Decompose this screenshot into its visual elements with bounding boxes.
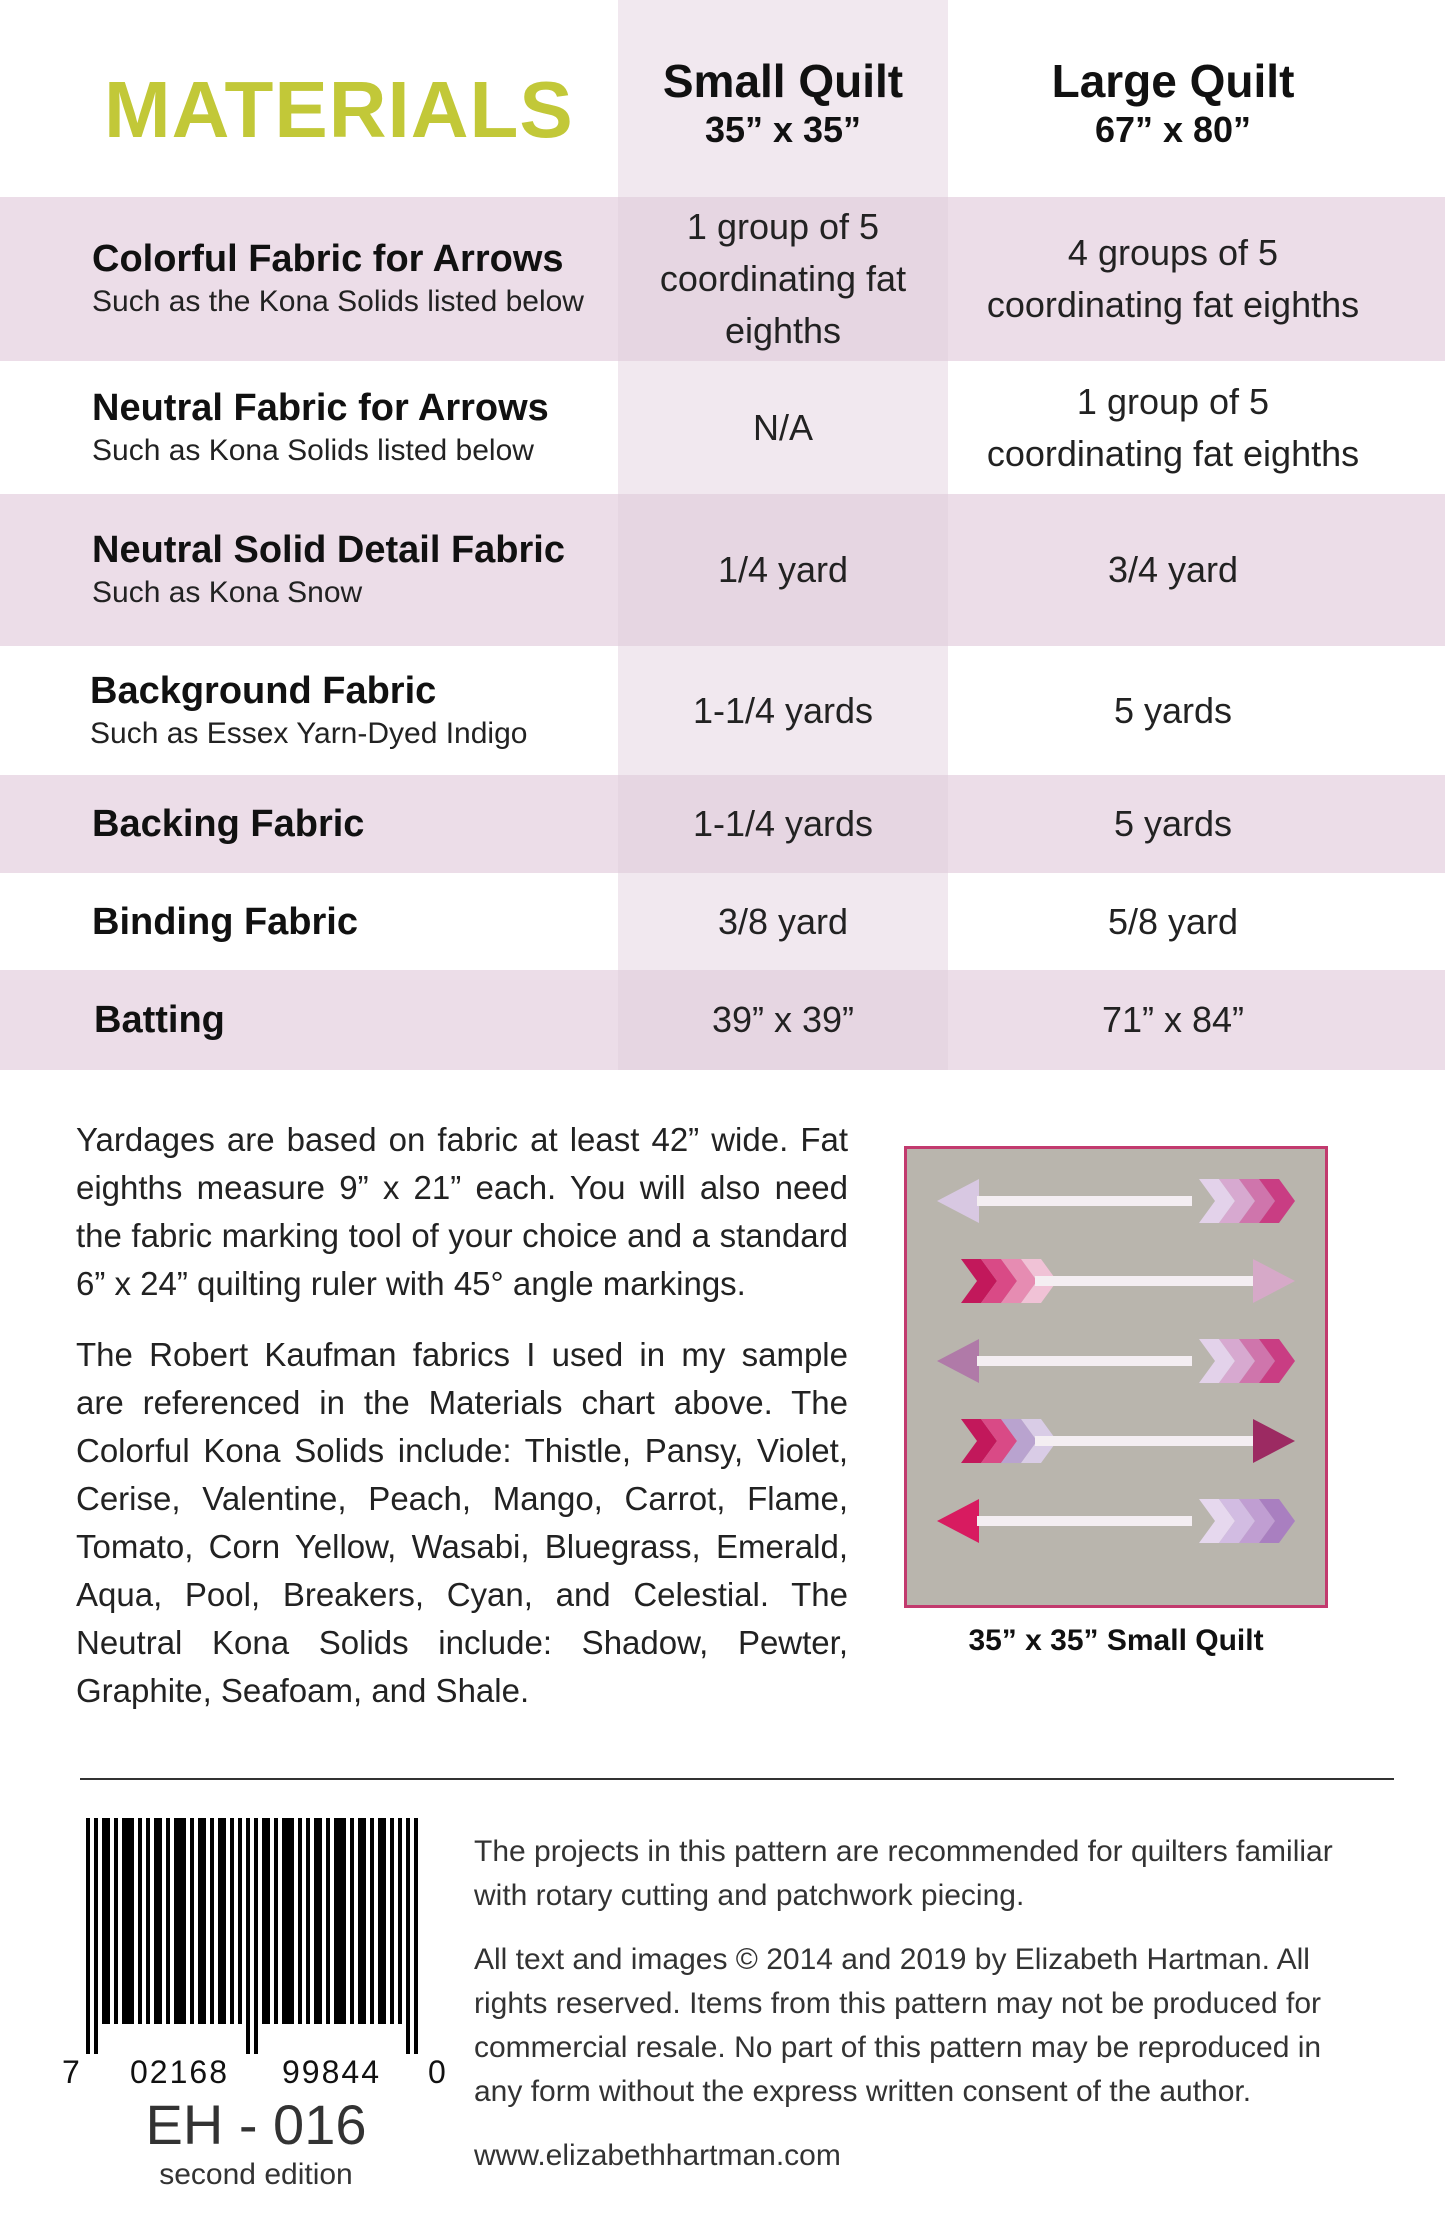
small-quilt-size: 35” x 35” bbox=[704, 109, 862, 150]
arrow-2 bbox=[961, 1259, 1295, 1303]
edition-label: second edition bbox=[159, 2158, 353, 2191]
materials-table bbox=[0, 0, 1445, 1070]
amount-line: 1-1/4 yards bbox=[692, 803, 874, 844]
material-cell bbox=[92, 361, 549, 494]
amount-line: 39” x 39” bbox=[711, 999, 855, 1040]
table-row bbox=[0, 873, 1445, 970]
amount-line: 1 group of 5 bbox=[1076, 380, 1270, 422]
fabric-list-note: The Robert Kaufman fabrics I used in my sample are referenced in the Materials chart above. The Colorful Kona Solids include: Thistle, Pansy, Violet, Cerise, Valentine, Peach, Mango, Carrot, Flame, Tomato, Corn Yellow, Wasabi, Bluegrass, Emerald, Aqua, Pool, Breakers, Cyan, and Celestial. The Neutral Kona Solids include: Shadow, Pewter, Graphite, Seafoam, and Shale. bbox=[76, 1336, 848, 1709]
small-quilt-label: Small Quilt bbox=[662, 55, 904, 107]
material-cell bbox=[92, 494, 565, 646]
amount-line: coordinating fat eighths bbox=[986, 284, 1360, 325]
skill-note: The projects in this pattern are recommended for quilters familiar with rotary cutting and patchwork piecing. bbox=[474, 1835, 1333, 1912]
copyright-notice: All text and images © 2014 and 2019 by Elizabeth Hartman. All rights reserved. Items from this pattern may not be produced for commercial resale. No part of this pattern may be reproduced in any form without the express written consent of the author. bbox=[474, 1943, 1322, 2108]
amount-line: 71” x 84” bbox=[1101, 999, 1245, 1040]
large-quilt-size: 67” x 80” bbox=[1094, 109, 1252, 150]
amount-line: 5 yards bbox=[1113, 689, 1233, 731]
table-row bbox=[0, 646, 1445, 775]
amount-line: coordinating fat eighths bbox=[986, 432, 1360, 474]
arrow-5 bbox=[937, 1499, 1295, 1543]
amount-line: 4 groups of 5 bbox=[1067, 232, 1279, 273]
arrow-1 bbox=[937, 1179, 1295, 1223]
large-quilt-label: Large Quilt bbox=[1051, 55, 1295, 107]
arrow-3 bbox=[937, 1339, 1295, 1383]
amount-line: 1-1/4 yards bbox=[692, 689, 874, 731]
material-cell bbox=[94, 970, 225, 1070]
small-quilt-amount bbox=[618, 775, 948, 873]
small-quilt-amount bbox=[618, 970, 948, 1070]
small-quilt-amount bbox=[618, 494, 948, 646]
small-quilt-image bbox=[904, 1146, 1328, 1608]
large-quilt-amount bbox=[948, 197, 1398, 361]
arrow-4 bbox=[961, 1419, 1295, 1463]
quilt-caption: 35” x 35” Small Quilt bbox=[968, 1624, 1264, 1657]
footer-divider bbox=[80, 1778, 1394, 1780]
material-note: Such as Essex Yarn-Dyed Indigo bbox=[90, 716, 528, 750]
material-name: Background Fabric bbox=[90, 669, 437, 712]
large-quilt-amount bbox=[948, 494, 1398, 646]
amount-line: N/A bbox=[752, 406, 813, 448]
material-name: Batting bbox=[94, 999, 225, 1041]
amount-line: 5/8 yard bbox=[1107, 900, 1239, 942]
amount-line: 1/4 yard bbox=[717, 549, 849, 590]
table-row bbox=[0, 197, 1445, 361]
barcode-digit-first: 7 bbox=[62, 2054, 80, 2090]
material-name: Neutral Solid Detail Fabric bbox=[92, 529, 565, 571]
material-cell bbox=[92, 873, 358, 970]
arrow-quilt-illustration bbox=[907, 1149, 1325, 1605]
amount-line: 1 group of 5 bbox=[686, 206, 880, 247]
yardage-note: Yardages are based on fabric at least 42” wide. Fat eighths measure 9” x 21” each. You will also need the fabric marking tool of your choice and a standard 6” x 24” quilting ruler with 45° angle markings. bbox=[76, 1121, 848, 1302]
page-title: MATERIALS bbox=[104, 65, 574, 154]
material-name: Backing Fabric bbox=[92, 803, 365, 845]
large-quilt-amount bbox=[948, 970, 1398, 1070]
material-note: Such as Kona Solids listed below bbox=[92, 433, 534, 467]
large-quilt-amount bbox=[948, 646, 1398, 775]
amount-line: 5 yards bbox=[1113, 803, 1233, 844]
website-link[interactable]: www.elizabethhartman.com bbox=[474, 2139, 841, 2172]
small-quilt-amount bbox=[618, 646, 948, 775]
pattern-sku: EH - 016 bbox=[145, 2093, 367, 2156]
material-name: Neutral Fabric for Arrows bbox=[92, 386, 549, 429]
large-quilt-amount bbox=[948, 873, 1398, 970]
amount-line: 3/4 yard bbox=[1107, 549, 1239, 590]
material-cell bbox=[92, 197, 584, 361]
barcode-icon bbox=[86, 1818, 422, 2054]
table-row bbox=[0, 970, 1445, 1070]
table-row bbox=[0, 775, 1445, 873]
table-row bbox=[0, 361, 1445, 494]
small-quilt-amount bbox=[618, 197, 948, 361]
amount-line: coordinating fat eighths bbox=[659, 258, 907, 351]
small-quilt-header bbox=[618, 54, 948, 152]
material-cell bbox=[92, 775, 364, 873]
amount-line: 3/8 yard bbox=[717, 900, 849, 942]
small-quilt-amount bbox=[618, 873, 948, 970]
large-quilt-amount bbox=[948, 775, 1398, 873]
large-quilt-amount bbox=[948, 361, 1398, 494]
barcode-digits-left: 02168 bbox=[130, 2054, 229, 2090]
large-quilt-header bbox=[948, 54, 1398, 152]
material-note: Such as Kona Snow bbox=[92, 576, 363, 609]
material-cell bbox=[90, 646, 527, 775]
barcode-digits-right: 99844 bbox=[282, 2054, 381, 2090]
small-quilt-amount bbox=[618, 361, 948, 494]
barcode-digit-last: 0 bbox=[428, 2054, 446, 2090]
material-note: Such as the Kona Solids listed below bbox=[92, 285, 584, 318]
table-row bbox=[0, 494, 1445, 646]
material-name: Binding Fabric bbox=[92, 900, 358, 943]
material-name: Colorful Fabric for Arrows bbox=[92, 238, 564, 280]
